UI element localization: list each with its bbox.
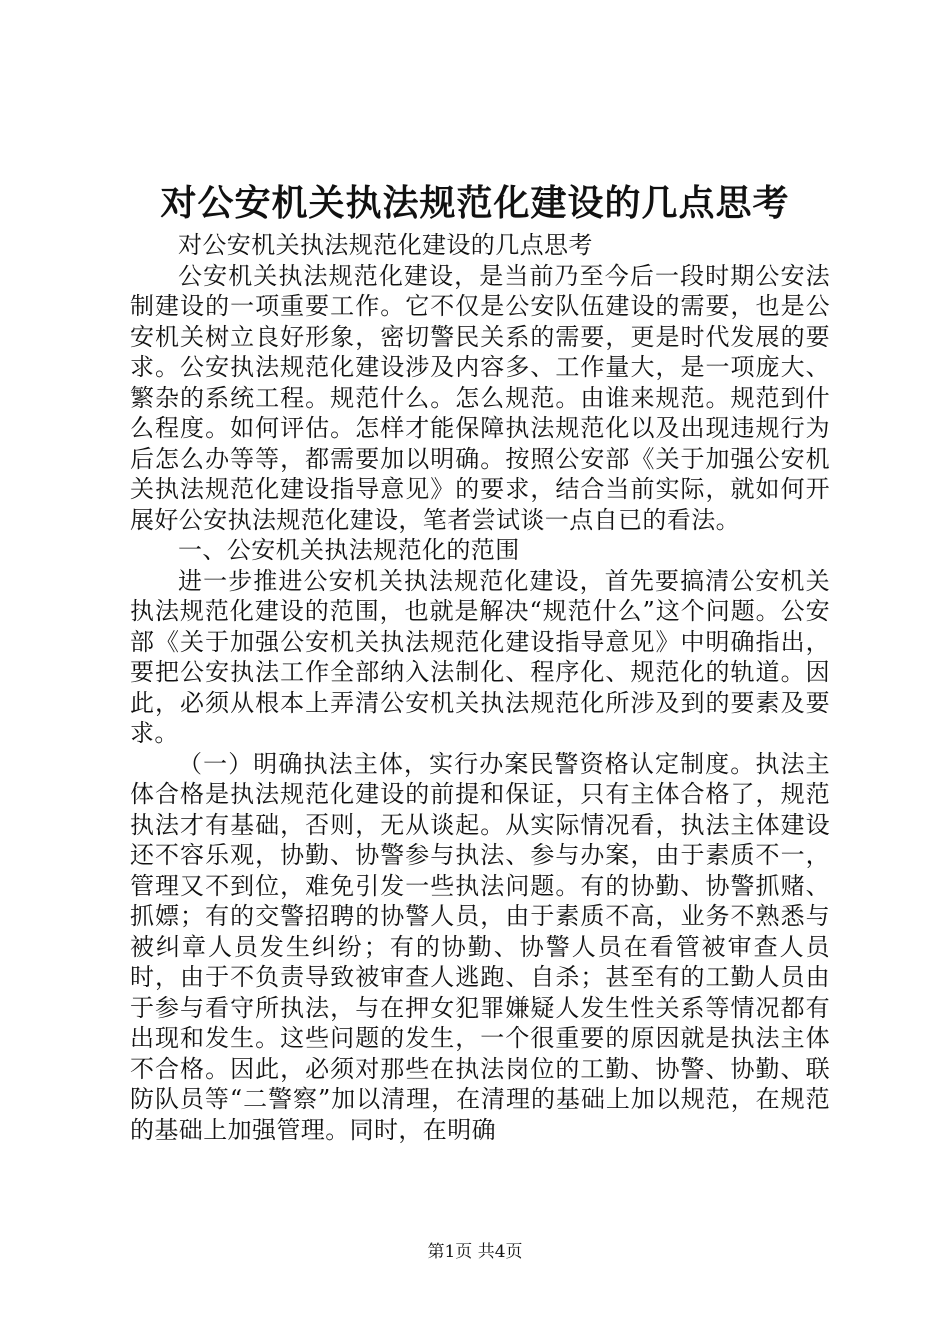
- document-title: 对公安机关执法规范化建设的几点思考: [160, 182, 790, 224]
- intro-paragraph: 公安机关执法规范化建设，是当前乃至今后一段时期公安法制建设的一项重要工作。它不仅是公安队伍建设的需要，也是公安机关树立良好形象，密切警民关系的需要，更是时代发展的要求。公安执法规范化建设涉及内容多、工作量大，是一项庞大、繁杂的系统工程。规范什么。怎么规范。由谁来规范。规范到什么程度。如何评估。怎样才能保障执法规范化以及出现违规行为后怎么办等等，都需要加以明确。按照公安部《关于加强公安机关执法规范化建设指导意见》的要求，结合当前实际，就如何开展好公安执法规范化建设，笔者尝试谈一点自已的看法。: [130, 261, 830, 534]
- section-heading: 一、公安机关执法规范化的范围: [178, 536, 520, 564]
- section-paragraph: 进一步推进公安机关执法规范化建设，首先要搞清公安机关执法规范化建设的范围，也就是解决“规范什么”这个问题。公安部《关于加强公安机关执法规范化建设指导意见》中明确指出，要把公安执法工作全部纳入法制化、程序化、规范化的轨道。因此，必须从根本上弄清公安机关执法规范化所涉及到的要素及要求。: [130, 566, 830, 747]
- page-number-footer: 第1页 共4页: [427, 1242, 523, 1262]
- subsection-paragraph: （一）明确执法主体，实行办案民警资格认定制度。执法主体合格是执法规范化建设的前提和保证，只有主体合格了，规范执法才有基础，否则，无从谈起。从实际情况看，执法主体建设还不容乐观，协勤、协警参与执法、参与办案，由于素质不一，管理又不到位，难免引发一些执法问题。有的协勤、协警抓赌、抓嫖；有的交警招聘的协警人员，由于素质不高，业务不熟悉与被纠章人员发生纠纷；有的协勤、协警人员在看管被审查人员时，由于不负责导致被审查人逃跑、自杀；甚至有的工勤人员由于参与看守所执法，与在押女犯罪嫌疑人发生性关系等情况都有出现和发生。这些问题的发生，一个很重要的原因就是执法主体不合格。因此，必须对那些在执法岗位的工勤、协警、协勤、联防队员等“二警察”加以清理，在清理的基础上加以规范，在规范的基础上加强管理。同时，在明确: [130, 749, 830, 1144]
- document-body: [130, 230, 830, 1145]
- subtitle-paragraph: 对公安机关执法规范化建设的几点思考: [178, 231, 593, 259]
